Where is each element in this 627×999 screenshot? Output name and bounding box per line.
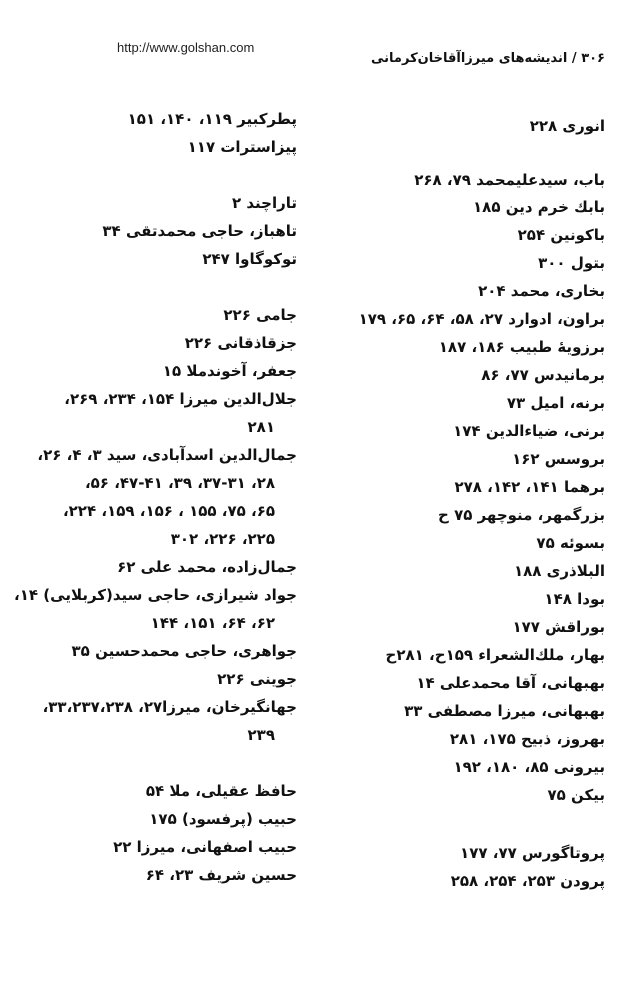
index-entry: جوینی ۲۲۶ (217, 670, 297, 688)
index-entry: بهبهانی، میرزا مصطفی ۳۳ (404, 702, 605, 720)
index-entry: حسین شریف ۲۳، ۶۴ (145, 866, 297, 884)
index-entry: پیزاسترات ۱۱۷ (187, 138, 297, 156)
index-entry: بهار، ملك‌الشعراء ۱۵۹ح، ۲۸۱ح (385, 646, 605, 664)
index-column-left (0, 0, 297, 999)
index-entry-continuation: ۶۲، ۶۴، ۱۵۱، ۱۴۴ (150, 614, 275, 632)
index-entry: جهانگیرخان، میرزا۲۷، ۳۳،۲۳۷،۲۳۸، (42, 698, 297, 716)
running-head: ۳۰۶ / اندیشه‌های میرزاآقاخان‌کرمانی (371, 51, 605, 66)
index-entry: جلال‌الدین میرزا ۱۵۴، ۲۳۴، ۲۶۹، (64, 390, 297, 408)
index-entry: بهروز، ذبیح ۱۷۵، ۲۸۱ (449, 730, 605, 748)
index-entry: جواهری، حاجی محمدحسین ۳۵ (71, 642, 297, 660)
index-entry: تاهباز، حاجی محمدتقی ۳۴ (102, 222, 297, 240)
index-entry: بتول ۳۰۰ (538, 254, 605, 272)
index-entry: بسوئه ۷۵ (536, 534, 605, 552)
index-entry: حبیب اصفهانی، میرزا ۲۲ (113, 838, 297, 856)
index-column-right (305, 0, 605, 999)
index-entry: بابك خرم دین ۱۸۵ (473, 198, 605, 216)
index-entry: پطرکبیر ۱۱۹، ۱۴۰، ۱۵۱ (127, 110, 297, 128)
index-entry-continuation: ۲۸، ۳۷-۳۱، ۳۹، ۴۷-۴۱، ۵۶، (84, 474, 275, 492)
index-entry: بروسس ۱۶۲ (512, 450, 605, 468)
index-entry: باکونین ۲۵۴ (517, 226, 605, 244)
index-entry-continuation: ۶۵، ۷۵، ۱۵۵ ، ۱۵۶، ۱۵۹، ۲۲۴، (62, 502, 275, 520)
index-entry: انوری ۲۲۸ (529, 117, 605, 135)
index-entry: حافظ عقیلی، ملا ۵۴ (145, 782, 297, 800)
index-entry: پرودن ۲۵۳، ۲۵۴، ۲۵۸ (450, 872, 605, 890)
index-entry: بخاری، محمد ۲۰۴ (478, 282, 605, 300)
index-entry: جامی ۲۲۶ (223, 306, 297, 324)
index-entry: جواد شیرازی، حاجی سید(کربلایی) ۱۴، (14, 586, 297, 604)
index-entry: برنه، امیل ۷۳ (506, 394, 605, 412)
index-entry: بیکن ۷۵ (547, 786, 605, 804)
index-entry: تاراچند ۲ (231, 194, 297, 212)
index-entry-continuation: ۲۸۱ (247, 418, 275, 436)
index-entry: جزقاذقانی ۲۲۶ (184, 334, 297, 352)
index-entry: برزویهٔ طبیب ۱۸۶، ۱۸۷ (438, 338, 605, 356)
index-entry: باب، سیدعلیمحمد ۷۹، ۲۶۸ (414, 171, 605, 189)
index-entry: جمال‌زاده، محمد علی ۶۲ (117, 558, 297, 576)
index-entry-continuation: ۲۳۹ (247, 726, 275, 744)
index-entry: جمال‌الدین اسدآبادی، سید ۳، ۴، ۲۶، (37, 446, 297, 464)
source-url: http://www.golshan.com (117, 40, 255, 55)
index-entry: بزرگمهر، منوچهر ۷۵ ح (438, 506, 605, 524)
index-entry: البلاذری ۱۸۸ (513, 562, 605, 580)
index-entry: بیرونی ۸۵، ۱۸۰، ۱۹۲ (453, 758, 605, 776)
index-entry: بودا ۱۴۸ (544, 590, 605, 608)
index-entry: برهما ۱۴۱، ۱۴۲، ۲۷۸ (454, 478, 605, 496)
index-entry: برنی، ضیاءالدین ۱۷۴ (453, 422, 605, 440)
index-entry: بوراقش ۱۷۷ (512, 618, 605, 636)
index-entry: حبیب (پرفسود) ۱۷۵ (149, 810, 297, 828)
index-entry: برمانیدس ۷۷، ۸۶ (481, 366, 605, 384)
index-entry: توکوگاوا ۲۴۷ (202, 250, 297, 268)
index-entry: پروتاگورس ۷۷، ۱۷۷ (460, 844, 605, 862)
index-entry: جعفر، آخوندملا ۱۵ (162, 362, 297, 380)
index-entry: بهبهانی، آقا محمدعلی ۱۴ (416, 674, 605, 692)
index-entry-continuation: ۲۲۵، ۲۲۶، ۳۰۲ (170, 530, 275, 548)
index-entry: براون، ادوارد ۲۷، ۵۸، ۶۴، ۶۵، ۱۷۹ (358, 310, 605, 328)
